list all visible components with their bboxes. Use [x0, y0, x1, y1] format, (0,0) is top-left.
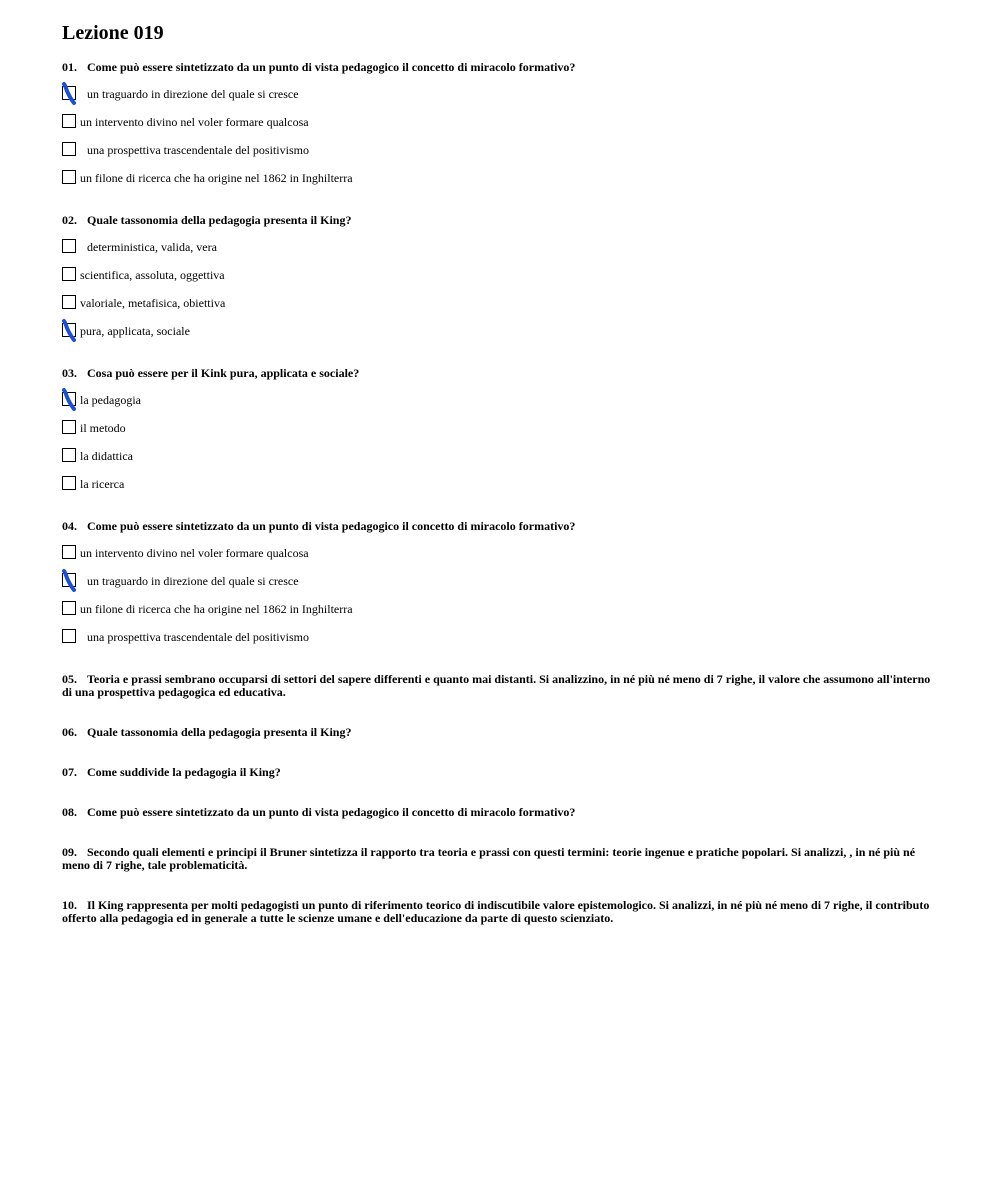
question-number: 06. — [62, 725, 77, 739]
question-number: 09. — [62, 845, 77, 859]
answer-option-label: pura, applicata, sociale — [80, 324, 190, 338]
question-list — [62, 61, 932, 925]
answer-option-label: valoriale, metafisica, obiettiva — [80, 296, 226, 310]
answer-option[interactable] — [62, 573, 932, 589]
page-title: Lezione 019 — [62, 22, 164, 44]
checkbox-icon[interactable] — [62, 545, 76, 559]
question-number: 04. — [62, 519, 77, 533]
answer-option[interactable] — [62, 267, 932, 283]
question-9 — [62, 846, 932, 872]
answer-option-label: un filone di ricerca che ha origine nel 1862 in Inghilterra — [80, 171, 353, 185]
answer-option-label: la ricerca — [80, 477, 125, 491]
checkbox-icon[interactable] — [62, 392, 76, 406]
answer-option[interactable] — [62, 420, 932, 436]
checkbox-icon[interactable] — [62, 170, 76, 184]
answer-option[interactable] — [62, 392, 932, 408]
question-text — [62, 726, 932, 739]
question-text — [62, 520, 932, 533]
question-text — [62, 899, 932, 925]
question-text — [62, 214, 932, 227]
question-5 — [62, 673, 932, 699]
question-10 — [62, 899, 932, 925]
question-body: Quale tassonomia della pedagogia presenta il King? — [87, 725, 352, 739]
answer-option-label: il metodo — [80, 421, 126, 435]
question-2 — [62, 214, 932, 339]
question-4 — [62, 520, 932, 645]
question-body: Come può essere sintetizzato da un punto di vista pedagogico il concetto di miracolo formativo? — [87, 805, 576, 819]
checkbox-icon[interactable] — [62, 114, 76, 128]
question-text — [62, 673, 932, 699]
checkbox-icon[interactable] — [62, 573, 76, 587]
question-body: Cosa può essere per il Kink pura, applicata e sociale? — [87, 366, 360, 380]
answer-option-label: un intervento divino nel voler formare qualcosa — [80, 115, 309, 129]
question-text — [62, 367, 932, 380]
question-number: 07. — [62, 765, 77, 779]
question-body: Il King rappresenta per molti pedagogisti un punto di riferimento teorico di indiscutibile valore epistemologico. Si analizzi, in né più né meno di 7 righe, il contributo offerto alla pedagogia ed in generale a tutte le scienze umane e dell'educazione da parte di questo scienziato. — [62, 898, 930, 925]
question-text — [62, 806, 932, 819]
checkbox-icon[interactable] — [62, 476, 76, 490]
answer-option-label: la pedagogia — [80, 393, 141, 407]
question-number: 03. — [62, 366, 77, 380]
answer-option-label: un intervento divino nel voler formare qualcosa — [80, 546, 309, 560]
question-number: 02. — [62, 213, 77, 227]
checkbox-icon[interactable] — [62, 448, 76, 462]
quiz-page — [62, 20, 932, 925]
checkbox-icon[interactable] — [62, 267, 76, 281]
answer-option[interactable] — [62, 114, 932, 130]
answer-option[interactable] — [62, 448, 932, 464]
checkbox-icon[interactable] — [62, 323, 76, 337]
question-body: Come può essere sintetizzato da un punto di vista pedagogico il concetto di miracolo formativo? — [87, 519, 576, 533]
question-text — [62, 846, 932, 872]
question-number: 05. — [62, 672, 77, 686]
answer-option[interactable] — [62, 86, 932, 102]
question-3 — [62, 367, 932, 492]
question-text — [62, 766, 932, 779]
answer-option-label: una prospettiva trascendentale del positivismo — [87, 630, 309, 644]
answer-option-label: un traguardo in direzione del quale si cresce — [87, 574, 299, 588]
answer-option-label: la didattica — [80, 449, 133, 463]
question-1 — [62, 61, 932, 186]
answer-option[interactable] — [62, 239, 932, 255]
answer-option[interactable] — [62, 545, 932, 561]
answer-option-label: un traguardo in direzione del quale si cresce — [87, 87, 299, 101]
checkbox-icon[interactable] — [62, 420, 76, 434]
question-body: Quale tassonomia della pedagogia presenta il King? — [87, 213, 352, 227]
checkbox-icon[interactable] — [62, 629, 76, 643]
checkbox-icon[interactable] — [62, 295, 76, 309]
question-body: Come può essere sintetizzato da un punto di vista pedagogico il concetto di miracolo formativo? — [87, 60, 576, 74]
checkbox-icon[interactable] — [62, 601, 76, 615]
answer-option[interactable] — [62, 170, 932, 186]
checkbox-icon[interactable] — [62, 142, 76, 156]
answer-option-label: un filone di ricerca che ha origine nel 1862 in Inghilterra — [80, 602, 353, 616]
answer-option[interactable] — [62, 295, 932, 311]
answer-option[interactable] — [62, 476, 932, 492]
question-number: 01. — [62, 60, 77, 74]
answer-option[interactable] — [62, 142, 932, 158]
question-8 — [62, 806, 932, 819]
question-number: 10. — [62, 898, 77, 912]
question-body: Come suddivide la pedagogia il King? — [87, 765, 281, 779]
answer-option-label: una prospettiva trascendentale del positivismo — [87, 143, 309, 157]
checkbox-icon[interactable] — [62, 86, 76, 100]
answer-option-label: scientifica, assoluta, oggettiva — [80, 268, 225, 282]
question-body: Secondo quali elementi e principi il Bruner sintetizza il rapporto tra teoria e prassi con questi termini: teorie ingenue e pratiche popolari. Si analizzi, , in né più né meno di 7 righe, tale problematicità. — [62, 845, 916, 872]
question-6 — [62, 726, 932, 739]
answer-option[interactable] — [62, 629, 932, 645]
question-number: 08. — [62, 805, 77, 819]
question-text — [62, 61, 932, 74]
answer-option[interactable] — [62, 601, 932, 617]
question-body: Teoria e prassi sembrano occuparsi di settori del sapere differenti e quanto mai distanti. Si analizzino, in né più né meno di 7 righe, il valore che assumono all'interno di una prospettiva pedagogica ed educativa. — [62, 672, 931, 699]
answer-option-label: deterministica, valida, vera — [87, 240, 217, 254]
question-7 — [62, 766, 932, 779]
answer-option[interactable] — [62, 323, 932, 339]
checkbox-icon[interactable] — [62, 239, 76, 253]
